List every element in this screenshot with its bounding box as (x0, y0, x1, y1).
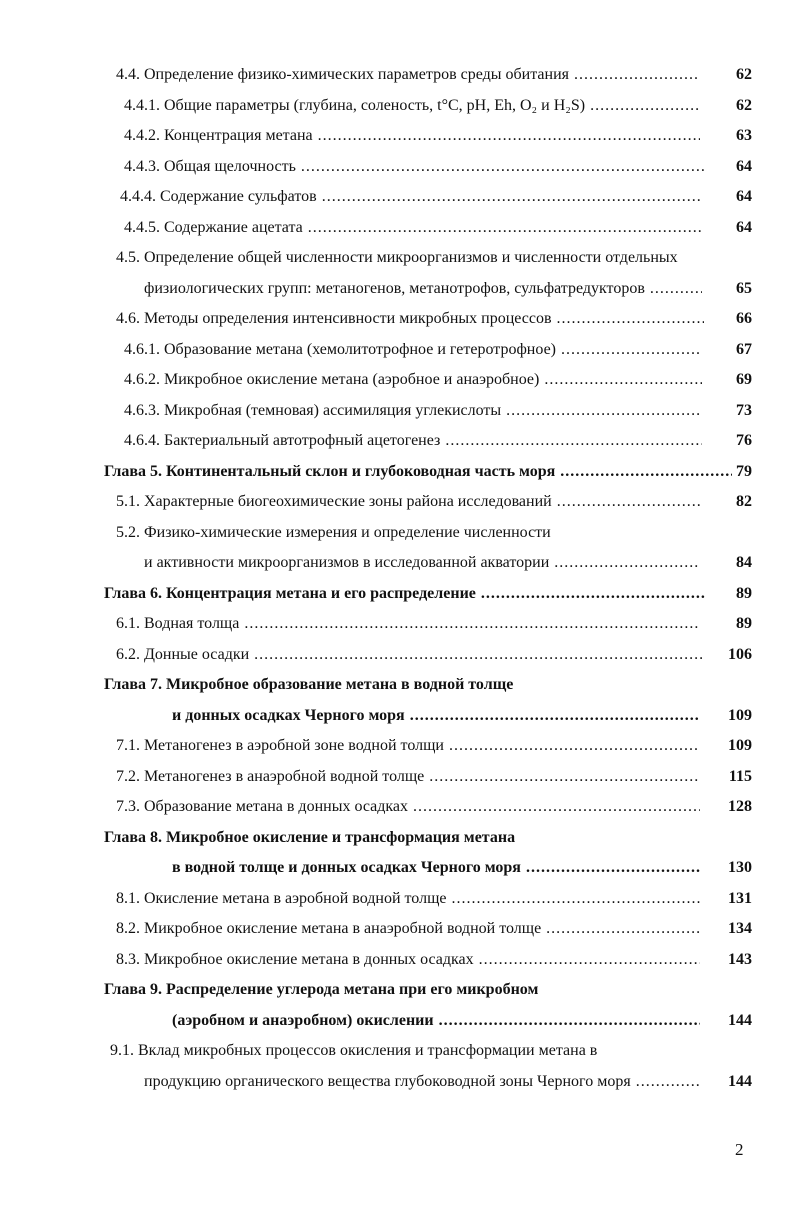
toc-chapter-row (0, 457, 799, 488)
toc-page-number: 64 (736, 188, 752, 205)
toc-row (0, 365, 799, 396)
toc-row (0, 640, 799, 671)
toc-chapter-row (0, 1006, 799, 1037)
toc-page-number: 65 (736, 279, 752, 297)
toc-entry-title: 7.3. Образование метана в донных осадках ..... (116, 792, 700, 823)
toc-entry-title: 4.4.3. Общая щелочность ..... (124, 152, 704, 183)
toc-entry-title: 6.1. Водная толща ..... (116, 609, 700, 640)
toc-page-number: 144 (728, 1011, 752, 1029)
toc-row (0, 182, 799, 213)
toc-entry-title: 4.6.1. Образование метана (хемолитотрофное и гетеротрофное) ..... (124, 335, 702, 366)
toc-page-number: 144 (728, 1072, 752, 1090)
toc-entry-title: физиологических групп: метаногенов, метанотрофов, сульфатредукторов ..... (144, 274, 702, 305)
toc-page-number: 89 (736, 615, 752, 632)
toc-entry-title: 4.6. Методы определения интенсивности микробных процессов ..... (116, 304, 704, 335)
toc-entry-title: и активности микроорганизмов в исследованной акватории ..... (144, 548, 700, 579)
toc-page-number: 69 (736, 371, 752, 388)
toc-row (0, 518, 799, 549)
toc-row (0, 91, 799, 122)
toc-entry-title: 4.5. Определение общей численности микроорганизмов и численности отдельных (116, 249, 678, 266)
toc-entry-title: Глава 7. Микробное образование метана в водной толще (104, 676, 514, 693)
toc-entry-title: (аэробном и анаэробном) окислении ..... (172, 1006, 700, 1037)
toc-chapter-row (0, 975, 799, 1006)
toc-entry-title: Глава 8. Микробное окисление и трансформация метана (104, 828, 516, 846)
toc-chapter-row (0, 670, 799, 701)
toc-entry-title: 4.6.3. Микробная (темновая) ассимиляция углекислоты ..... (124, 396, 702, 427)
toc-row (0, 731, 799, 762)
toc-row (0, 487, 799, 518)
toc-chapter-row (0, 579, 799, 610)
toc-entry-title: 9.1. Вклад микробных процессов окисления и трансформации метана в (110, 1042, 598, 1059)
toc-page-number: 106 (728, 645, 752, 663)
toc-entry-title: 5.1. Характерные биогеохимические зоны района исследований ..... (116, 487, 702, 518)
toc-entry-title: Глава 5. Континентальный склон и глубоководная часть моря ..... (104, 457, 732, 488)
toc-row (0, 945, 799, 976)
toc-entry-title: и донных осадках Черного моря ..... (172, 701, 700, 732)
toc-entry-title: 4.4.4. Содержание сульфатов ..... (120, 182, 700, 213)
toc-page-number: 62 (736, 96, 752, 114)
toc-page-number: 82 (736, 493, 752, 510)
toc-chapter-row (0, 853, 799, 884)
toc-row (0, 914, 799, 945)
toc-entry-title: 4.4.2. Концентрация метана ..... (124, 121, 700, 152)
toc-page-number: 109 (728, 706, 752, 724)
toc-entry-title: 7.2. Метаногенез в анаэробной водной толще ..... (116, 762, 700, 793)
toc-entry-title: 6.2. Донные осадки ..... (116, 640, 702, 671)
toc-entry-title: 8.1. Окисление метана в аэробной водной толще ..... (116, 884, 700, 915)
toc-row (0, 1036, 799, 1067)
toc-entry-title: в водной толще и донных осадках Черного моря ..... (172, 853, 700, 884)
toc-page-number: 131 (728, 889, 752, 907)
toc-entry-title: 4.4. Определение физико-химических параметров среды обитания ..... (116, 60, 700, 91)
toc-page-number: 66 (736, 310, 752, 327)
toc-entry-title: 4.4.5. Содержание ацетата ..... (124, 213, 702, 244)
toc-page-number: 130 (728, 859, 752, 876)
toc-page-number: 134 (728, 920, 752, 937)
toc-row (0, 152, 799, 183)
toc-entry-title: 4.6.2. Микробное окисление метана (аэробное и анаэробное) ..... (124, 365, 702, 396)
toc-entry-title: 4.4.1. Общие параметры (глубина, соленость, t°C, pH, Eh, O₂ и H₂S) ..... (124, 91, 700, 122)
toc-chapter-row (0, 823, 799, 854)
toc-page-number: 109 (728, 737, 752, 754)
toc-row (0, 548, 799, 579)
toc-page-number: 64 (736, 157, 752, 175)
toc-entry-title: 4.6.4. Бактериальный автотрофный ацетогенез ..... (124, 426, 702, 457)
toc-row (0, 762, 799, 793)
toc-row (0, 213, 799, 244)
toc-entry-title: 8.3. Микробное окисление метана в донных осадках ..... (116, 945, 700, 976)
toc-page-number: 89 (736, 584, 752, 602)
toc-page-number: 115 (728, 767, 752, 785)
toc-entry-title: продукцию органического вещества глубоководной зоны Черного моря ..... (144, 1067, 700, 1098)
toc-chapter-row (0, 701, 799, 732)
toc-row (0, 426, 799, 457)
toc-entry-title: Глава 9. Распределение углерода метана при его микробном (104, 981, 539, 998)
toc-row (0, 396, 799, 427)
toc-page-number: 73 (736, 401, 752, 419)
toc-page-number: 76 (736, 432, 752, 449)
toc-page-number: 79 (736, 462, 752, 480)
toc-row (0, 304, 799, 335)
toc-page-number: 143 (728, 950, 752, 968)
toc-row (0, 60, 799, 91)
toc-page-number: 64 (736, 218, 752, 236)
page-number: 2 (735, 1140, 744, 1159)
toc-page-number: 63 (736, 127, 752, 144)
toc-entry-title: 8.2. Микробное окисление метана в анаэробной водной толще ..... (116, 914, 700, 945)
toc-page-number: 62 (736, 66, 752, 83)
toc-row (0, 792, 799, 823)
table-of-contents (0, 60, 799, 1097)
toc-row (0, 121, 799, 152)
toc-row (0, 274, 799, 305)
toc-entry-title: Глава 6. Концентрация метана и его распределение ..... (104, 579, 705, 610)
toc-row (0, 243, 799, 274)
toc-entry-title: 5.2. Физико-химические измерения и определение численности (116, 523, 551, 541)
toc-row (0, 609, 799, 640)
toc-row (0, 884, 799, 915)
toc-page-number: 128 (728, 798, 752, 815)
toc-row (0, 1067, 799, 1098)
toc-entry-title: 7.1. Метаногенез в аэробной зоне водной толщи ..... (116, 731, 700, 762)
toc-page-number: 67 (736, 340, 752, 358)
toc-page-number: 84 (736, 554, 752, 571)
toc-row (0, 335, 799, 366)
